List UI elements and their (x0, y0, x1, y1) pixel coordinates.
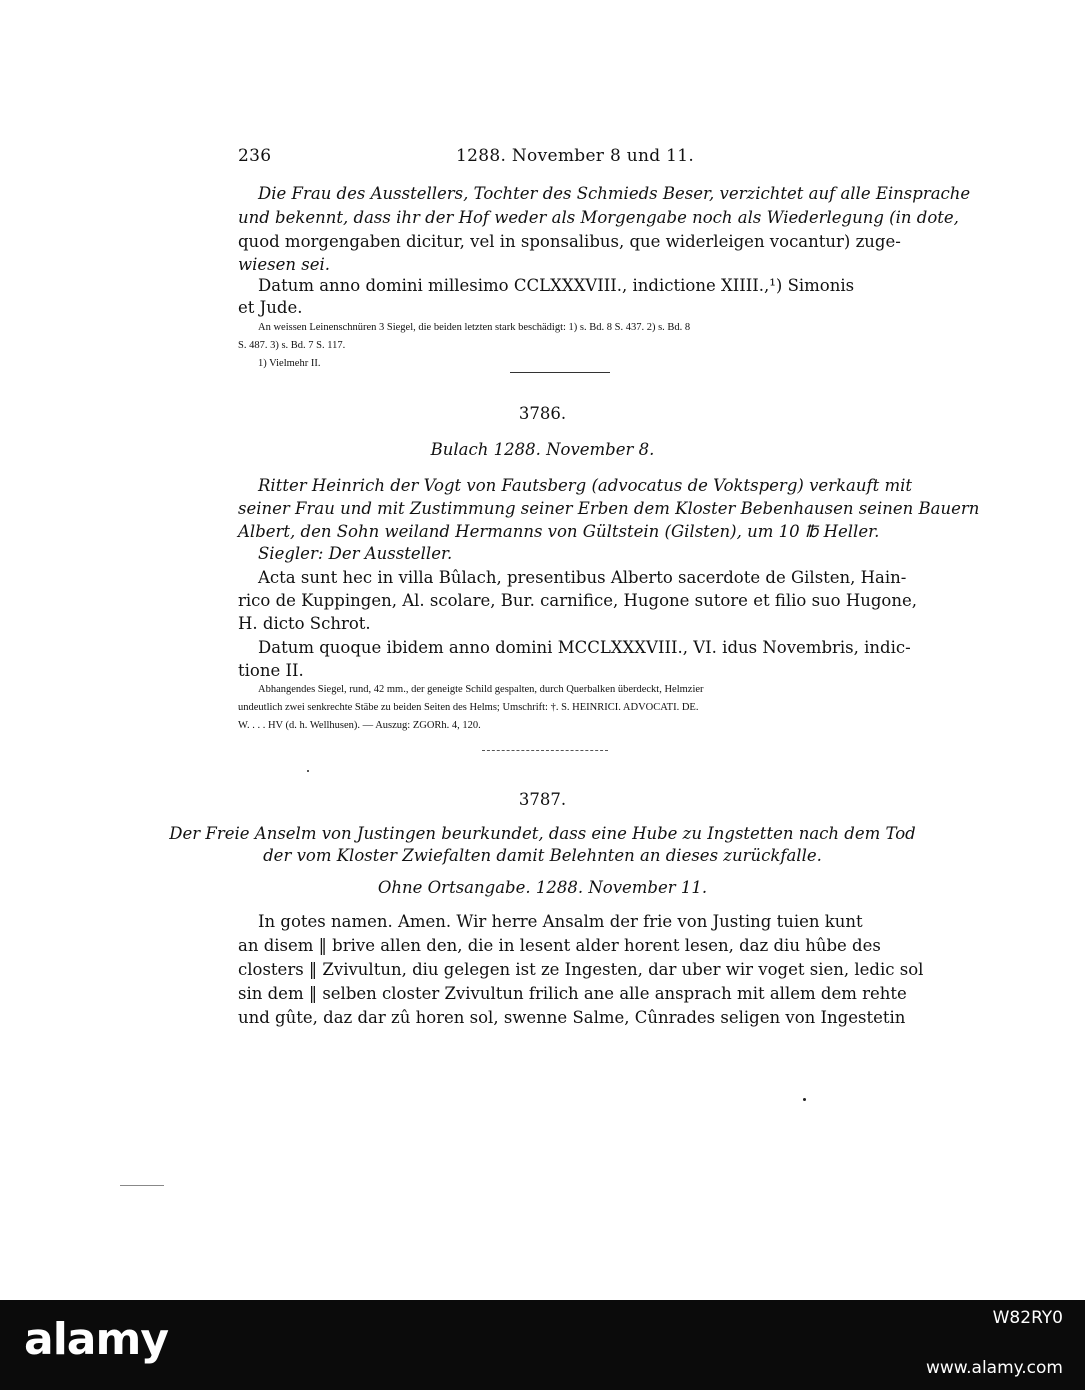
continuation-line: und bekennt, dass ihr der Hof weder als Morgengabe noch als Wiederlegung (in dote, (238, 208, 959, 227)
watermark-logo: alamy (24, 1314, 168, 1365)
continuation-line: wiesen sei. (238, 255, 331, 274)
datum-line: Datum anno domini millesimo CCLXXXVIII., indictione XIIII.,¹) Simonis (258, 276, 855, 295)
siegler: Siegler: Der Aussteller. (258, 544, 453, 563)
section-divider (510, 372, 610, 373)
section-divider (482, 750, 608, 752)
seal-note: S. 487. 3) s. Bd. 7 S. 117. (238, 340, 346, 351)
doc-summary-line: Ritter Heinrich der Vogt von Fautsberg (advocatus de Voktsperg) verkauft mit (258, 476, 913, 495)
doc-summary-line: der vom Kloster Zwiefalten damit Belehnten an dieses zurückfalle. (263, 846, 822, 865)
text-line: sin dem ‖ selben closter Zvivultun frilich ane alle ansprach mit allem dem rehte (238, 984, 907, 1003)
continuation-line: quod morgengaben dicitur, vel in sponsalibus, que widerleigen vocantur) zuge- (238, 232, 901, 251)
doc-number: 3786. (518, 404, 567, 423)
datum-line: et Jude. (238, 298, 303, 317)
datum-line: tione II. (238, 661, 304, 680)
seal-note: W. . . . HV (d. h. Wellhusen). — Auszug: ZGORh. 4, 120. (238, 720, 481, 731)
footnote: 1) Vielmehr II. (258, 358, 321, 369)
continuation-line: Die Frau des Ausstellers, Tochter des Schmieds Beser, verzichtet auf alle Einsprache (258, 184, 971, 203)
datum-line: Datum quoque ibidem anno domini MCCLXXXVIII., VI. idus Novembris, indic- (258, 638, 911, 657)
acta-line: H. dicto Schrot. (238, 614, 371, 633)
text-line: an disem ‖ brive allen den, die in lesent alder horent lesen, daz diu hûbe des (238, 936, 881, 955)
seal-note: An weissen Leinenschnüren 3 Siegel, die beiden letzten stark beschädigt: 1) s. Bd. 8 S. 437. 2) s. Bd. 8 (258, 322, 691, 333)
doc-summary-line: Der Freie Anselm von Justingen beurkundet, dass eine Hube zu Ingstetten nach dem Tod (169, 824, 916, 843)
doc-place-date: Bulach 1288. November 8. (430, 440, 655, 459)
acta-line: Acta sunt hec in villa Bûlach, presentibus Alberto sacerdote de Gilsten, Hain- (258, 568, 907, 587)
running-head: 1288. November 8 und 11. (456, 146, 695, 166)
seal-note: undeutlich zwei senkrechte Stäbe zu beiden Seiten des Helms; Umschrift: †. S. HEINRICI. ADVOCATI. DE. (238, 702, 699, 713)
watermark-bar (0, 1300, 1085, 1390)
seal-note: Abhangendes Siegel, rund, 42 mm., der geneigte Schild gespalten, durch Querbalken überdeckt, Helmzier (258, 684, 704, 695)
page-number: 236 (238, 146, 272, 166)
scan-speck (307, 770, 309, 772)
doc-number: 3787. (518, 790, 567, 809)
doc-place-date: Ohne Ortsangabe. 1288. November 11. (377, 878, 708, 897)
doc-summary-line: seiner Frau und mit Zustimmung seiner Erben dem Kloster Bebenhausen seinen Bauern (238, 499, 980, 518)
acta-line: rico de Kuppingen, Al. scolare, Bur. carnifice, Hugone sutore et filio suo Hugone, (238, 591, 917, 610)
scan-speck (803, 1098, 806, 1101)
watermark-image-id: W82RY0 (992, 1308, 1063, 1328)
watermark-url: www.alamy.com (925, 1358, 1063, 1378)
text-line: In gotes namen. Amen. Wir herre Ansalm der frie von Justing tuien kunt (258, 912, 863, 931)
doc-summary-line: Albert, den Sohn weiland Hermanns von Gültstein (Gilsten), um 10 ℔ Heller. (238, 522, 880, 541)
text-line: closters ‖ Zvivultun, diu gelegen ist ze Ingesten, dar uber wir voget sien, ledic sol (238, 960, 924, 979)
text-line: und gûte, daz dar zû horen sol, swenne Salme, Cûnrades seligen von Ingestetin (238, 1008, 906, 1027)
scan-mark (120, 1185, 164, 1186)
